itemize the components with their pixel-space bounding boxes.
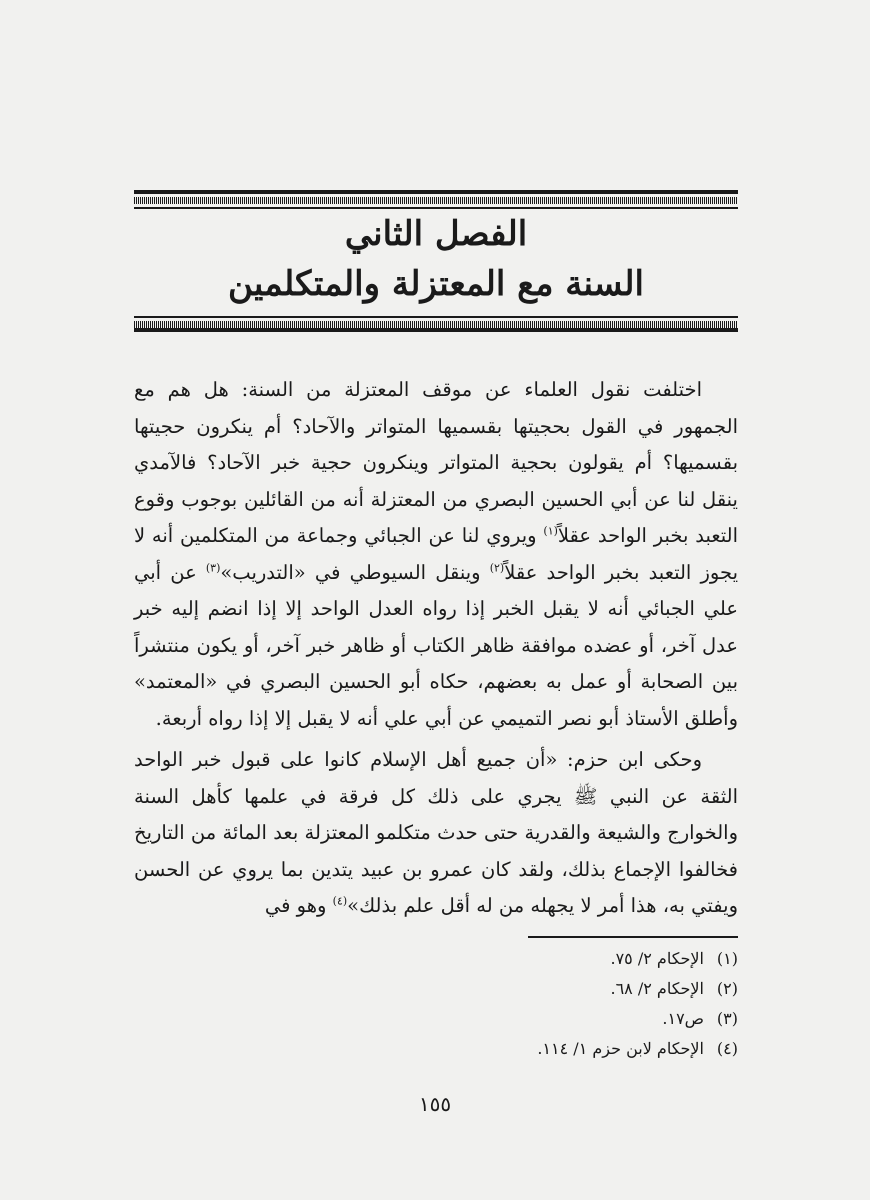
footnote-ref: (٢)	[489, 561, 505, 574]
footnote-text: الإحكام لابن حزم ١/ ١١٤.	[537, 1039, 704, 1058]
body-text	[134, 372, 738, 925]
text-segment: وحكى ابن حزم: «أن جميع أهل الإسلام كانوا على قبول خبر الواحد الثقة عن النبي ﷺ يجري على ذلك كل فرقة في علمها كأهل السنة والخوارج والشيعة والقدرية حتى حدث متكلمو المعتزلة بعد المائة من التاريخ فخالفوا الإجماع بذلك، ولقد كان عمرو بن عبيد يتدين بما يروي عن الحسن ويفتي به، هذا أمر لا يجهله من له أقل علم بذلك»	[134, 748, 738, 917]
text-segment: اختلفت نقول العلماء عن موقف المعتزلة من السنة: هل هم مع الجمهور في القول بحجيتها بقسميها المتواتر والآحاد؟ أم ينكرون حجيتها بقسميها؟ أم يقولون بحجية المتواتر وينكرون حجية خبر الآحاد؟ فالآمدي ينقل لنا عن أبي الحسين البصري من المعتزلة أنه من القائلين بوجوب وقوع التعبد بخبر الواحد عقلاً	[134, 378, 738, 547]
footnote-number: (٤)	[716, 1039, 738, 1058]
page-number: ١٥٥	[418, 1092, 452, 1116]
footnote-number: (١)	[716, 949, 738, 968]
footnote-number: (٣)	[716, 1009, 738, 1028]
footnote-number: (٢)	[716, 979, 738, 998]
footnote-item	[400, 1004, 738, 1034]
paragraph	[134, 372, 738, 737]
chapter-title: الفصل الثاني	[344, 214, 528, 254]
text-segment: وينقل السيوطي في «التدريب»	[220, 560, 490, 584]
footnote-text: الإحكام ٢/ ٦٨.	[610, 979, 704, 998]
footnotes	[400, 944, 738, 1064]
footnote-text: ص١٧.	[662, 1009, 704, 1028]
header-ornament-bottom	[134, 313, 738, 332]
footnote-divider	[528, 936, 738, 938]
footnote-ref: (٤)	[332, 894, 348, 908]
text-segment: عن أبي علي الجبائي أنه لا يقبل الخبر إذا رواه العدل الواحد إلا إذا انضم إليه خبر عدل آخر، أو عضده موافقة ظاهر الكتاب أو ظاهر خبر آخر، أو يكون منتشراً بين الصحابة أو عمل به بعضهم، حكاه أبو الحسين البصري في «المعتمد» وأطلق الأستاذ أبو نصر التميمي عن أبي علي أنه لا يقبل إلا إذا رواه أربعة.	[134, 560, 738, 730]
paragraph	[134, 742, 738, 925]
footnote-ref: (١)	[543, 524, 558, 538]
text-segment: وهو في	[264, 894, 333, 917]
footnote-item	[400, 974, 738, 1004]
footnote-ref: (٣)	[205, 561, 221, 574]
footnote-item	[400, 1034, 738, 1064]
chapter-subtitle: السنة مع المعتزلة والمتكلمين	[228, 264, 644, 304]
footnote-item	[400, 944, 738, 974]
text-segment: ويروي لنا عن الجبائي وجماعة من المتكلمين أنه لا يجوز التعبد بخبر الواحد عقلاً	[134, 524, 738, 584]
header-ornament-top	[134, 190, 738, 209]
footnote-text: الإحكام ٢/ ٧٥.	[610, 949, 704, 968]
